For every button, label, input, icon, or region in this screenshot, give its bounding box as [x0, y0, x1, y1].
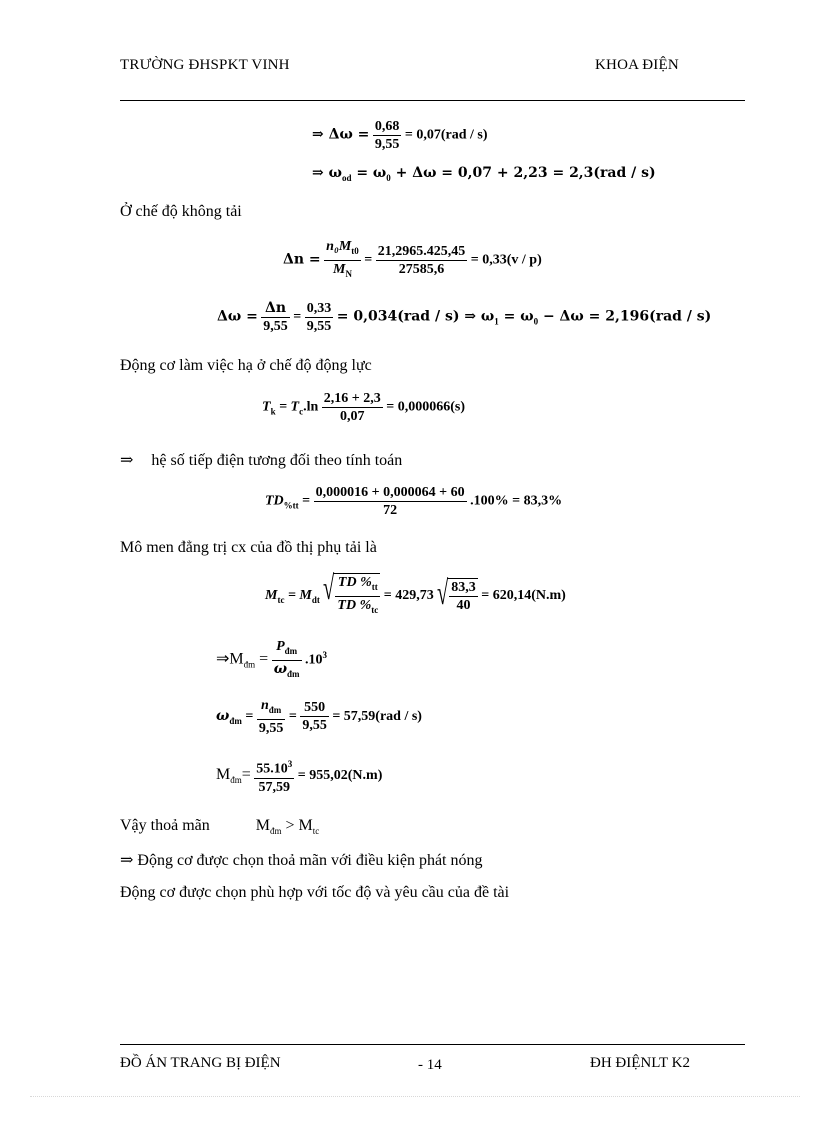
equation-4: Δω = $\frac{\Delta n}{9,55}$ = $\frac{0,33}{9,55}$ = 0,034(rad / s) ⇒ $\omega_1 = \omega_0 - \Delta\omega = 2,196(rad / s)$ — [217, 300, 712, 334]
equation-9: $\omega_{đm}$ = $\frac{n_{đm}}{9,55}$ = $\frac{550}{9,55}$ = 57,59(rad / s) — [216, 698, 422, 736]
footer-left: ĐỒ ÁN TRANG BỊ ĐIỆN — [120, 1055, 281, 1071]
paragraph-motor-operation: Động cơ làm việc hạ ở chế độ động lực — [120, 357, 372, 374]
paragraph-duty-factor: ⇒ hệ số tiếp điện tương đối theo tính toán — [120, 452, 403, 469]
equation-8: $\Rightarrow M_{đm}$ = $\frac{P_{đm}}{\omega_{đm}}$ $.10^3$ — [216, 639, 328, 679]
footer-right: ĐH ĐIỆNLT K2 — [590, 1055, 690, 1071]
equation-7: $M_{tc} = M_{dt}$ √ $\frac{TD \%_{tt}}{TD \%_{tc}}$ = 429,73 √ $\frac{83,3}{40}$ = 620,14(N.m) — [265, 573, 566, 619]
header-left: TRƯỜNG ĐHSPKT VINH — [120, 57, 290, 73]
equation-3: Δn = $\frac{n_0M_{t0}}{M_N}$ = $\frac{21,2965.425,45}{27585,6}$ = 0,33(v / p) — [283, 239, 542, 279]
paragraph-heating-condition: ⇒ Động cơ được chọn thoả mãn với điều kiện phát nóng — [120, 852, 483, 869]
paragraph-conclusion: Động cơ được chọn phù hợp với tốc độ và yêu cầu của đề tài — [120, 884, 510, 901]
equation-10: $M_{đm}=$ $\frac{55.10^3}{57,59}$ = 955,02(N.m) — [216, 756, 382, 796]
equation-5: $T_k = T_c.\ln$ $\frac{2,16 + 2,3}{0,07}$ = 0,000066(s) — [262, 391, 466, 424]
paragraph-no-load: Ở chế độ không tải — [120, 203, 242, 220]
equation-2: ⇒ $\omega_{od} = \omega_0 + \Delta\omega = 0,07 + 2,23 = 2,3(rad / s)$ — [312, 165, 656, 183]
header-rule — [120, 100, 745, 101]
equation-1: ⇒ Δω = $\frac{0,68}{9,55}$ = 0,07(rad / s) — [312, 119, 488, 152]
equation-6: $TD_{\%tt}$ = $\frac{0,000016 + 0,000064 + 60}{72}$ .100% = 83,3% — [265, 485, 563, 518]
header-right: KHOA ĐIỆN — [595, 57, 679, 73]
paragraph-equivalent-moment: Mô men đẳng trị cx của đồ thị phụ tải là — [120, 539, 377, 556]
page-bottom-edge — [30, 1096, 800, 1097]
footer-rule — [120, 1044, 745, 1045]
implies-arrow: ⇒ — [120, 452, 134, 469]
paragraph-satisfied: Vậy thoả mãn $M_{đm} > M_{tc}$ — [120, 817, 320, 837]
page-number: - 14 — [418, 1057, 442, 1073]
